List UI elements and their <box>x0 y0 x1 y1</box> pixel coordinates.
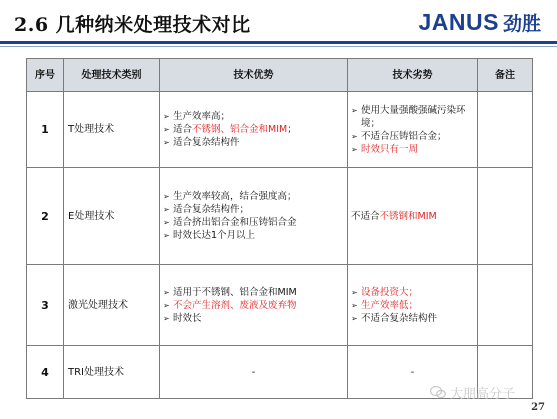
disadvantages-cell: - <box>348 346 478 399</box>
technique-name: E处理技术 <box>64 168 160 265</box>
advantages-cell: - <box>160 346 348 399</box>
list-item <box>163 216 344 229</box>
advantages-cell <box>160 168 348 265</box>
highlighted-text-run: 不会产生溶剂、废液及废弃物 <box>173 299 297 311</box>
header-divider-thin <box>0 46 557 47</box>
remarks-cell <box>478 265 533 346</box>
table-row <box>27 92 533 168</box>
list-item-text <box>361 286 418 299</box>
text-run: 时效长达1个月以上 <box>173 230 256 241</box>
janus-logo <box>419 9 541 36</box>
watermark-text: 大朋高分子 <box>450 387 516 402</box>
list-item-text <box>361 312 437 325</box>
table-header-row <box>27 59 533 92</box>
list-item <box>351 299 474 312</box>
text-run: 不适合复杂结构件 <box>361 312 438 324</box>
list-item <box>163 136 344 149</box>
arrow-bullet-icon: ➢ <box>351 131 358 141</box>
arrow-bullet-icon: ➢ <box>163 218 170 227</box>
list-item <box>163 312 344 325</box>
highlighted-text-run: 不锈钢和MIM <box>379 210 437 222</box>
list-item <box>163 190 344 203</box>
technique-name: 激光处理技术 <box>64 265 160 346</box>
logo-chinese-name: 劲胜 <box>502 13 541 35</box>
row-number: 2 <box>27 168 64 265</box>
col-header-advantages: 技术优势 <box>160 59 348 92</box>
text-run: 生产效率较高，结合强度高； <box>173 191 297 202</box>
arrow-bullet-icon: ➢ <box>351 300 358 310</box>
table-row <box>27 265 533 346</box>
arrow-bullet-icon: ➢ <box>163 112 170 121</box>
list-item <box>351 130 474 143</box>
watermark <box>430 383 515 402</box>
list-item <box>163 299 344 312</box>
disadvantage-text <box>351 211 437 222</box>
list-item <box>351 286 474 299</box>
list-item-text <box>173 123 297 136</box>
list-item-text <box>361 143 418 156</box>
list-item <box>351 104 474 130</box>
logo-wordmark: JANUS <box>418 9 499 35</box>
arrow-bullet-icon: ➢ <box>163 300 170 310</box>
row-number: 1 <box>27 92 64 168</box>
list-item <box>163 286 344 299</box>
technique-name: TRI处理技术 <box>64 346 160 399</box>
highlighted-text-run: 时效只有一周 <box>361 143 419 155</box>
header-divider <box>0 41 557 44</box>
arrow-bullet-icon: ➢ <box>351 287 358 297</box>
arrow-bullet-icon: ➢ <box>351 313 358 323</box>
table-row <box>27 168 533 265</box>
arrow-bullet-icon: ➢ <box>163 125 170 134</box>
highlighted-text-run: 生产效率低； <box>361 299 419 311</box>
col-header-remarks: 备注 <box>478 59 533 92</box>
disadvantages-cell <box>348 92 478 168</box>
list-item <box>163 110 344 123</box>
arrow-bullet-icon: ➢ <box>163 192 170 201</box>
list-item-text <box>173 110 230 123</box>
list-item-text <box>361 130 447 143</box>
disadvantages-cell <box>348 265 478 346</box>
list-item-text <box>173 136 240 149</box>
text-run: 适合 <box>173 124 193 135</box>
text-run: 不适合压铸铝合金； <box>361 130 447 142</box>
list-item <box>351 312 474 325</box>
text-run: 适用于不锈钢、铝合金和MIM <box>173 286 297 298</box>
list-item <box>351 143 474 156</box>
list-item <box>163 229 344 242</box>
row-number: 4 <box>27 346 64 399</box>
arrow-bullet-icon: ➢ <box>163 231 170 240</box>
list-item <box>163 203 344 216</box>
arrow-bullet-icon: ➢ <box>163 138 170 147</box>
col-header-disadvantages: 技术劣势 <box>348 59 478 92</box>
list-item <box>163 123 344 136</box>
technique-name: T处理技术 <box>64 92 160 168</box>
list-item-text <box>173 229 255 242</box>
list-item-text <box>173 286 297 299</box>
list-item-text <box>173 203 249 216</box>
arrow-bullet-icon: ➢ <box>163 313 170 323</box>
text-run: 适合复杂结构件； <box>173 204 250 215</box>
col-header-number: 序号 <box>27 59 64 92</box>
remarks-cell <box>478 168 533 265</box>
col-header-category: 处理技术类别 <box>64 59 160 92</box>
text-run: ； <box>287 124 297 135</box>
advantages-cell <box>160 92 348 168</box>
list-item-text <box>173 216 297 229</box>
remarks-cell <box>478 92 533 168</box>
disadvantages-cell <box>348 168 478 265</box>
text-run: 不适合 <box>351 210 380 222</box>
page-title: 2.6 几种纳米处理技术对比 <box>14 14 251 36</box>
text-run: 使用大量强酸强碱污染环境； <box>361 104 466 129</box>
text-run: 时效长 <box>173 312 202 324</box>
arrow-bullet-icon: ➢ <box>163 287 170 297</box>
arrow-bullet-icon: ➢ <box>351 144 358 154</box>
arrow-bullet-icon: ➢ <box>163 205 170 214</box>
text-run: 适合复杂结构件 <box>173 137 240 148</box>
text-run: 生产效率高； <box>173 111 231 122</box>
list-item-text <box>173 190 297 203</box>
wechat-icon <box>430 386 446 399</box>
text-run: 适合挤出铝合金和压铸铝合金 <box>173 217 297 228</box>
highlighted-text-run: 设备投资大； <box>361 286 419 298</box>
advantages-cell <box>160 265 348 346</box>
list-item-text <box>173 299 297 312</box>
list-item-text <box>361 299 418 312</box>
list-item-text <box>173 312 202 325</box>
highlighted-text-run: 不锈钢、铝合金和MIM <box>192 124 288 135</box>
row-number: 3 <box>27 265 64 346</box>
arrow-bullet-icon: ➢ <box>351 105 358 115</box>
list-item-text <box>361 104 474 130</box>
comparison-table <box>26 58 533 399</box>
page-number: 27 <box>531 402 545 413</box>
